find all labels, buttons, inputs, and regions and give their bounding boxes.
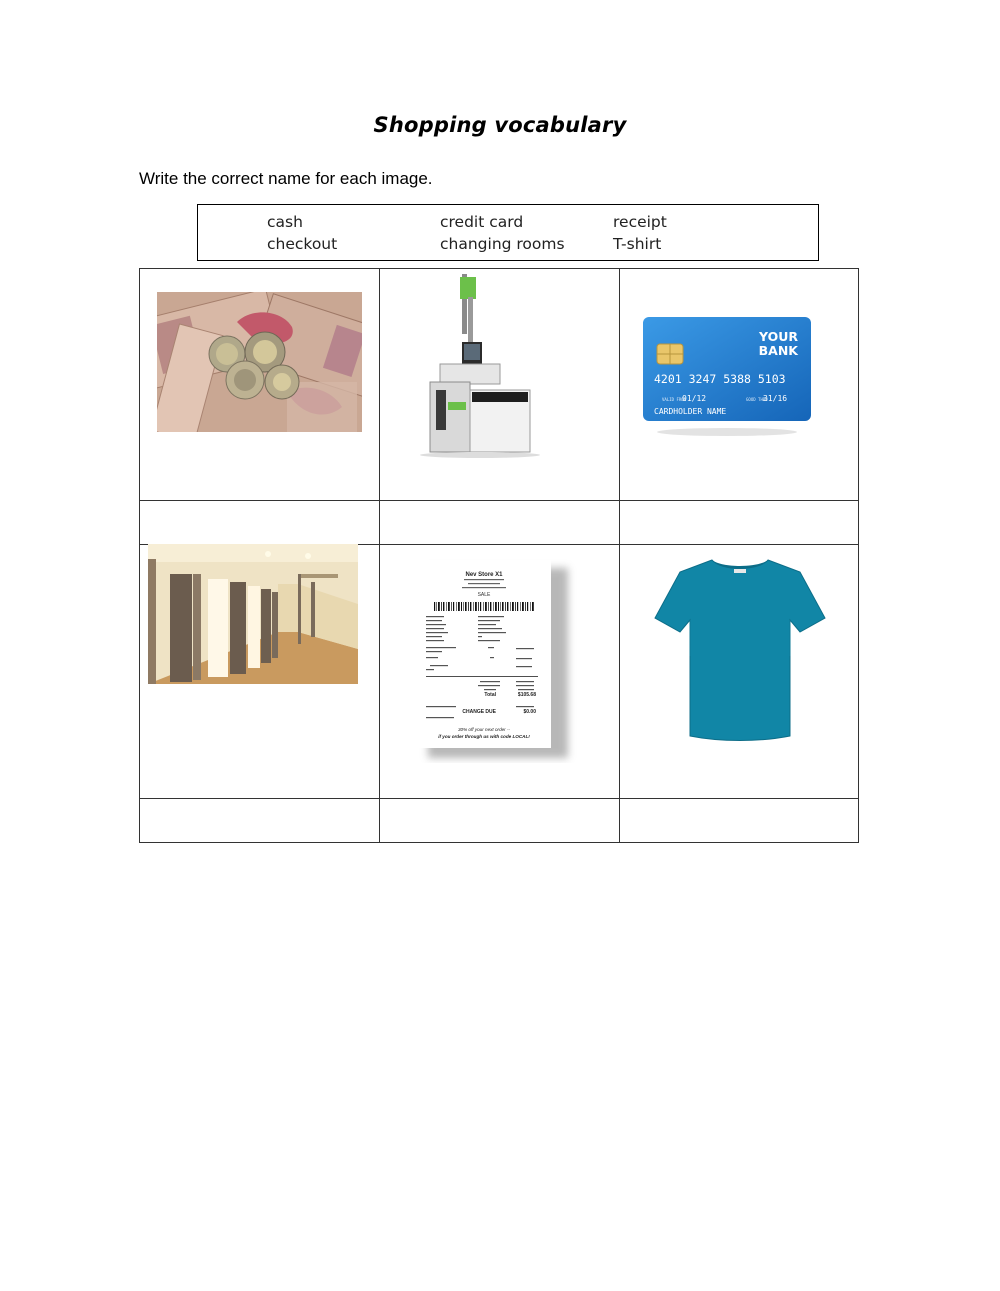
changing-rooms-image (148, 544, 358, 684)
card-valid-from: 01/12 (682, 394, 707, 403)
worksheet-title: Shopping vocabulary (373, 113, 627, 137)
answer-cell-credit-card[interactable] (620, 501, 859, 544)
column-divider (619, 269, 620, 842)
instruction-text: Write the correct name for each image. (139, 169, 433, 188)
column-divider (379, 269, 380, 842)
card-bank-name-line1: YOUR (758, 329, 798, 344)
answer-cell-t-shirt[interactable] (620, 799, 859, 842)
credit-card-image (640, 314, 815, 444)
answer-cell-cash[interactable] (140, 501, 379, 544)
card-holder-name: CARDHOLDER NAME (654, 407, 727, 416)
cash-image (157, 292, 362, 432)
word-t-shirt: T-shirt (613, 235, 662, 253)
vocabulary-table (139, 268, 859, 843)
receipt-change-value: $0.00 (523, 709, 536, 715)
word-bank (197, 204, 819, 261)
answer-cell-receipt[interactable] (380, 799, 619, 842)
checkout-image (390, 272, 550, 458)
receipt-footer-line2: if you order through us with code LOCAL! (438, 734, 530, 739)
word-credit-card: credit card (440, 213, 524, 231)
card-thru-label: GOOD THRU (746, 397, 768, 402)
word-receipt: receipt (613, 213, 667, 231)
receipt-store-name: Nev Store X1 (465, 572, 503, 578)
answer-cell-checkout[interactable] (380, 501, 619, 544)
word-cash: cash (267, 213, 303, 231)
card-number: 4201 3247 5388 5103 (654, 372, 786, 386)
receipt-total-value: $105.68 (517, 692, 536, 698)
receipt-image (412, 558, 587, 763)
receipt-total-label: Total (484, 692, 496, 698)
card-valid-thru: 31/16 (763, 394, 788, 403)
receipt-change-label: CHANGE DUE (462, 709, 496, 715)
t-shirt-image (650, 556, 830, 746)
word-changing-rooms: changing rooms (440, 235, 565, 253)
card-bank-name-line2: BANK (758, 343, 798, 358)
word-checkout: checkout (267, 235, 338, 253)
receipt-footer-line1: 30% off your next order -- (457, 727, 511, 732)
answer-cell-changing-rooms[interactable] (140, 799, 379, 842)
card-valid-label: VALID FROM (662, 397, 687, 402)
receipt-sale-label: SALE (477, 592, 491, 598)
